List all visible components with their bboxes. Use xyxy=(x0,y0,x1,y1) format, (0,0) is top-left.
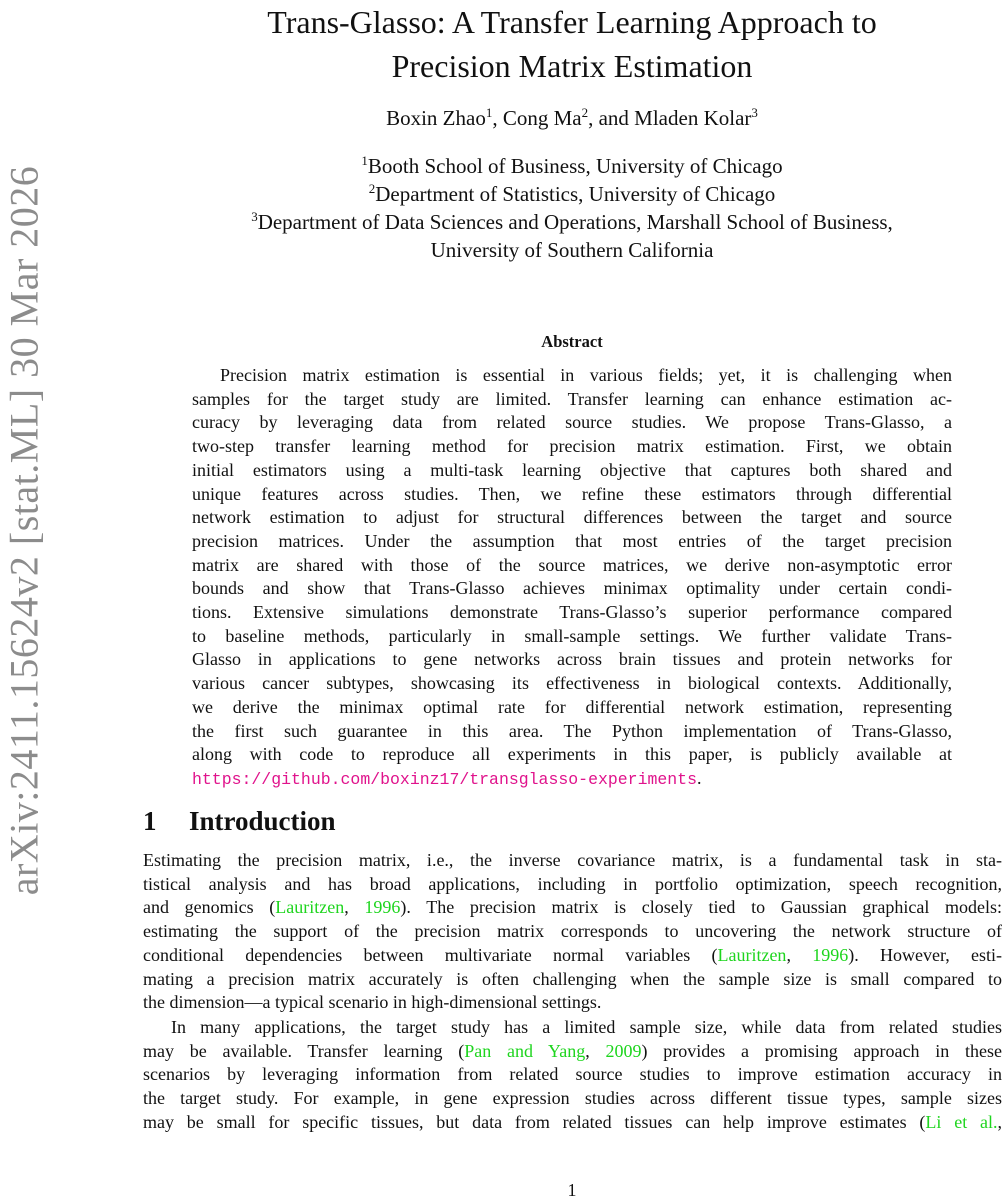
abstract-line: initial estimators using a multi-task learning objective that captures both shared and xyxy=(192,459,952,480)
paragraph-line: may be available. Transfer learning (Pan and Yang, 2009) provides a promising approach in these xyxy=(143,1040,1002,1061)
author-list xyxy=(140,103,1004,133)
author-affiliation-marker: 1 xyxy=(485,105,493,120)
abstract-line: network estimation to adjust for structural differences between the target and source xyxy=(192,507,952,528)
citation-link[interactable]: 1996 xyxy=(364,897,401,918)
affiliation xyxy=(140,208,1004,236)
affiliation-text: University of Southern California xyxy=(430,238,714,262)
title-line: Trans-Glasso: A Transfer Learning Approach to xyxy=(267,4,877,40)
author-affiliation-marker: 3 xyxy=(751,105,758,120)
abstract-line: precision matrices. Under the assumption that most entries of the target precision xyxy=(192,530,952,551)
abstract-line: along with code to reproduce all experiments in this paper, is publicly available at xyxy=(192,744,952,765)
paragraph-line: conditional dependencies between multivariate normal variables (Lauritzen, 1996). However, esti- xyxy=(143,944,1003,965)
paragraph-line: scenarios by leveraging information from related source studies to improve estimation accuracy in xyxy=(143,1064,1002,1085)
author-separator: , and xyxy=(588,106,635,130)
punctuation: . xyxy=(696,767,702,788)
affiliation xyxy=(140,152,1004,180)
abstract-line: bounds and show that Trans-Glasso achieves minimax optimality under certain condi- xyxy=(192,578,952,599)
title-line: Precision Matrix Estimation xyxy=(391,48,753,84)
repository-link[interactable]: https://github.com/boxinz17/transglasso-experiments xyxy=(192,769,697,789)
author-affiliation-marker: 2 xyxy=(581,105,589,120)
abstract-line: to baseline methods, particularly in small-sample settings. We further validate Trans- xyxy=(192,625,952,646)
section-number: 1 xyxy=(143,806,157,836)
abstract-heading: Abstract xyxy=(541,332,603,351)
citation-link[interactable]: Li et al. xyxy=(925,1111,998,1132)
intro-paragraph-2 xyxy=(143,1016,1002,1135)
affiliation-marker: 2 xyxy=(368,181,376,196)
section-title: Introduction xyxy=(189,806,336,836)
paragraph-line: Estimating the precision matrix, i.e., the inverse covariance matrix, is a fundamental task in sta- xyxy=(143,850,1002,870)
abstract-line: unique features across studies. Then, we refine these estimators through differential xyxy=(192,483,952,504)
affiliation-marker: 3 xyxy=(251,209,258,224)
author-name: Boxin Zhao xyxy=(386,106,486,130)
abstract-line: various cancer subtypes, showcasing its effectiveness in biological contexts. Additionally, xyxy=(192,673,952,694)
paragraph-line: the target study. For example, in gene expression studies across different tissue types, sample sizes xyxy=(143,1088,1002,1109)
abstract-line: curacy by leveraging data from related source studies. We propose Trans-Glasso, a xyxy=(192,412,952,433)
section-heading-introduction xyxy=(143,806,336,837)
paragraph-line: In many applications, the target study has a limited sample size, while data from related studies xyxy=(171,1017,1002,1037)
intro-paragraph-1 xyxy=(143,849,1002,1015)
abstract-line: samples for the target study are limited. Transfer learning can enhance estimation ac- xyxy=(192,388,952,409)
paragraph-line: may be small for specific tissues, but data from related tissues can help improve estimates (Li et al., xyxy=(143,1111,1002,1132)
abstract-line xyxy=(192,767,952,792)
affiliation xyxy=(140,236,1004,264)
paragraph-line: estimating the support of the precision matrix corresponds to uncovering the network structure of xyxy=(143,921,1002,942)
author-name: Mladen Kolar xyxy=(634,106,752,130)
affiliation-text: Booth School of Business, University of Chicago xyxy=(367,154,783,178)
author-name: Cong Ma xyxy=(502,106,582,130)
abstract-line: we derive the minimax optimal rate for differential network estimation, representing xyxy=(192,696,952,717)
page-number: 1 xyxy=(567,1180,577,1200)
affiliation-text: Department of Data Sciences and Operations, Marshall School of Business, xyxy=(257,210,893,234)
citation-link[interactable]: Lauritzen xyxy=(717,944,787,965)
paper-title xyxy=(140,0,1004,88)
citation-link[interactable]: Lauritzen xyxy=(275,897,345,918)
abstract-line: tions. Extensive simulations demonstrate Trans-Glasso’s superior performance compared xyxy=(192,602,952,623)
author-separator: , xyxy=(492,106,503,130)
citation-link[interactable]: 2009 xyxy=(605,1040,642,1061)
abstract-line: matrix are shared with those of the source matrices, we derive non-asymptotic error xyxy=(192,554,952,575)
paragraph-line: tistical analysis and has broad applications, including in portfolio optimization, speech recognition, xyxy=(143,873,1002,894)
affiliation-list xyxy=(140,152,1004,264)
abstract-body xyxy=(192,364,952,792)
citation-link[interactable]: 1996 xyxy=(812,944,849,965)
affiliation-text: Department of Statistics, University of Chicago xyxy=(375,182,776,206)
arxiv-stamp: arXiv:2411.15624v2 [stat.ML] 30 Mar 2026 xyxy=(1,165,47,895)
abstract-line: Precision matrix estimation is essential in various fields; yet, it is challenging when xyxy=(220,365,952,385)
abstract-line: two-step transfer learning method for precision matrix estimation. First, we obtain xyxy=(192,436,952,457)
abstract-line: Glasso in applications to gene networks across brain tissues and protein networks for xyxy=(192,649,952,670)
paragraph-line: mating a precision matrix accurately is often challenging when the sample size is small compared to xyxy=(143,968,1002,989)
paragraph-line: the dimension—a typical scenario in high-dimensional settings. xyxy=(143,992,602,1013)
paragraph-line: and genomics (Lauritzen, 1996). The precision matrix is closely tied to Gaussian graphical models: xyxy=(143,897,1002,918)
affiliation-marker: 1 xyxy=(361,153,368,168)
affiliation xyxy=(140,180,1004,208)
citation-link[interactable]: Pan and Yang xyxy=(464,1040,586,1061)
abstract-line: the first such guarantee in this area. The Python implementation of Trans-Glasso, xyxy=(192,720,952,741)
